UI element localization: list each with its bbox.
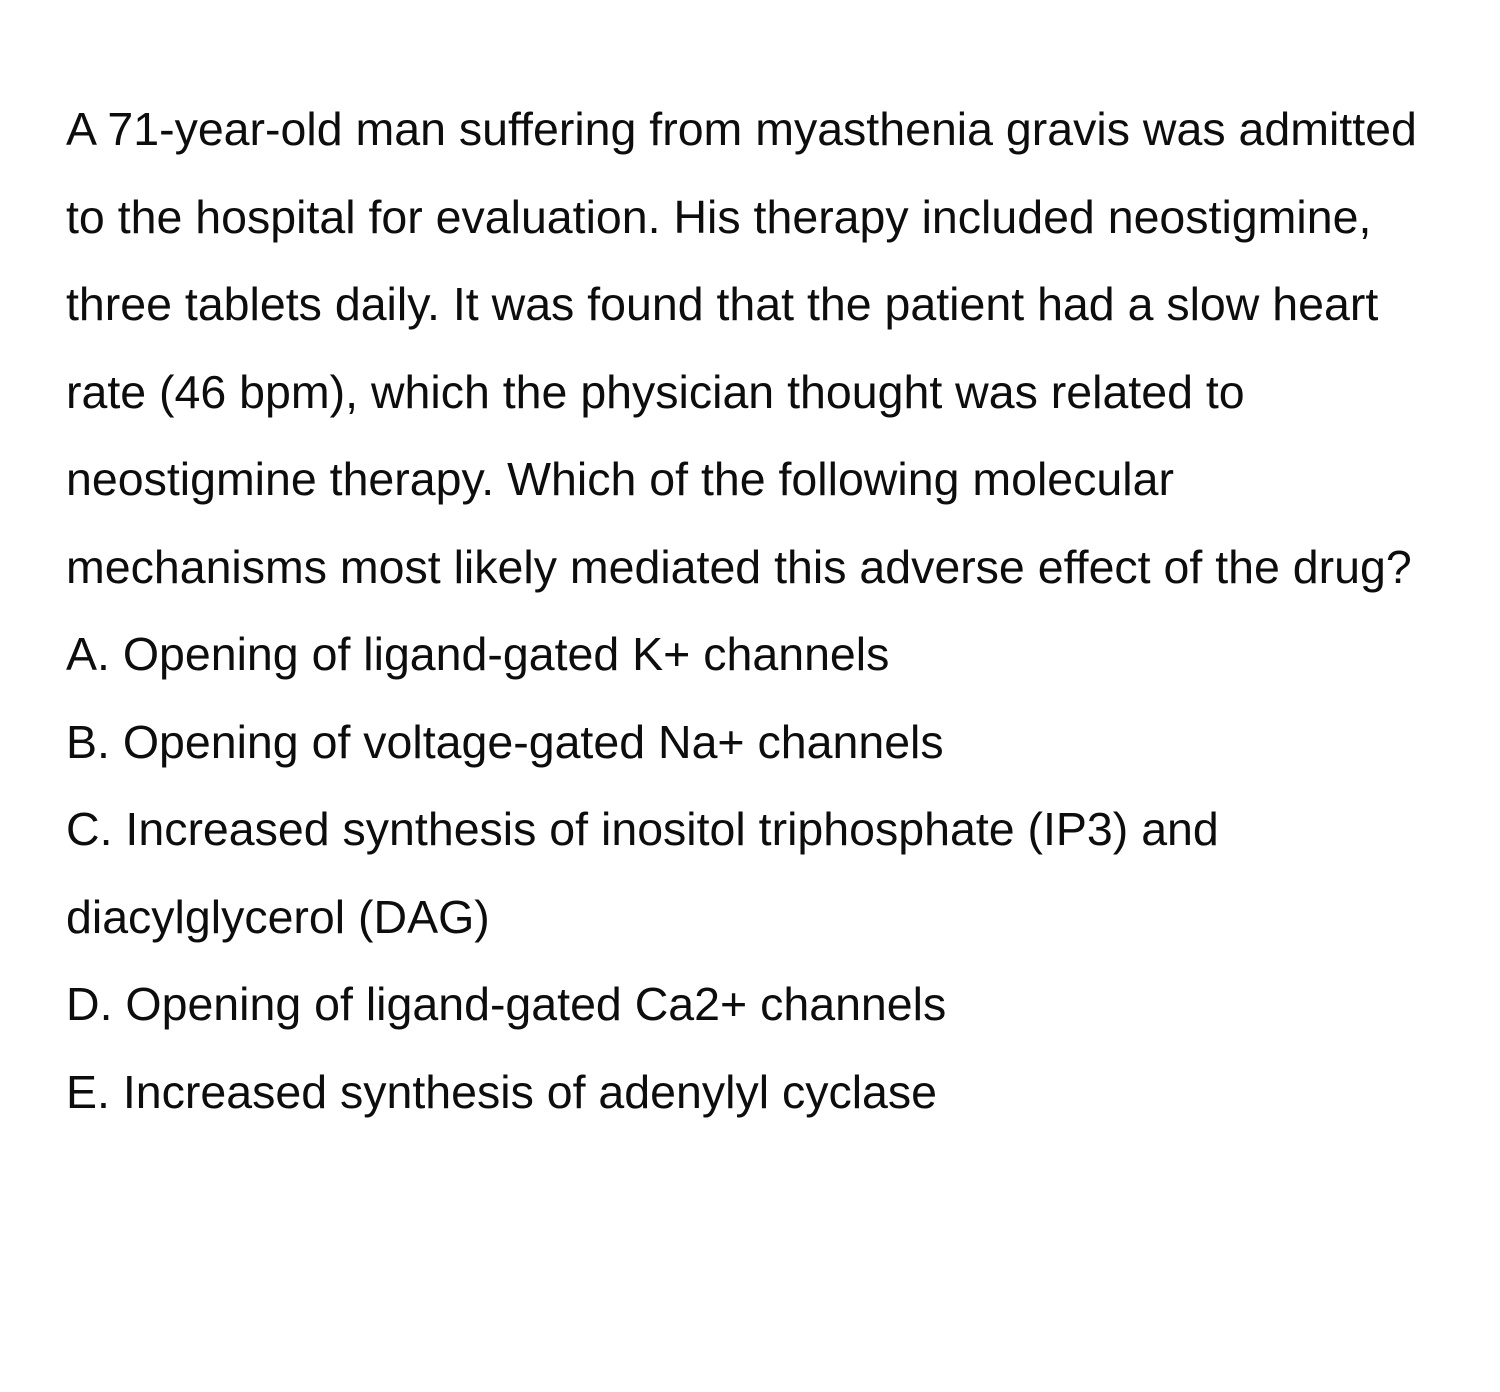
answer-option-a: A. Opening of ligand-gated K+ channels: [66, 628, 890, 680]
answer-option-d: D. Opening of ligand-gated Ca2+ channels: [66, 978, 947, 1030]
answer-option-e: E. Increased synthesis of adenylyl cyclase: [66, 1065, 938, 1118]
question-card: [66, 86, 1446, 1136]
answer-option-c: C. Increased synthesis of inositol triphosphate (IP3) and diacylglycerol (DAG): [66, 803, 1219, 943]
answer-option-b: B. Opening of voltage-gated Na+ channels: [66, 715, 944, 768]
answer-options: [66, 611, 1446, 1136]
question-text: A 71-year-old man suffering from myasthenia gravis was admitted to the hospital for evaluation. His therapy included neostigmine, three tablets daily. It was found that the patient had a slow heart rate (46 bpm), which the physician thought was related to neostigmine therapy. Which of the following molecular mechanisms most likely mediated this adverse effect of the drug?: [66, 103, 1417, 593]
